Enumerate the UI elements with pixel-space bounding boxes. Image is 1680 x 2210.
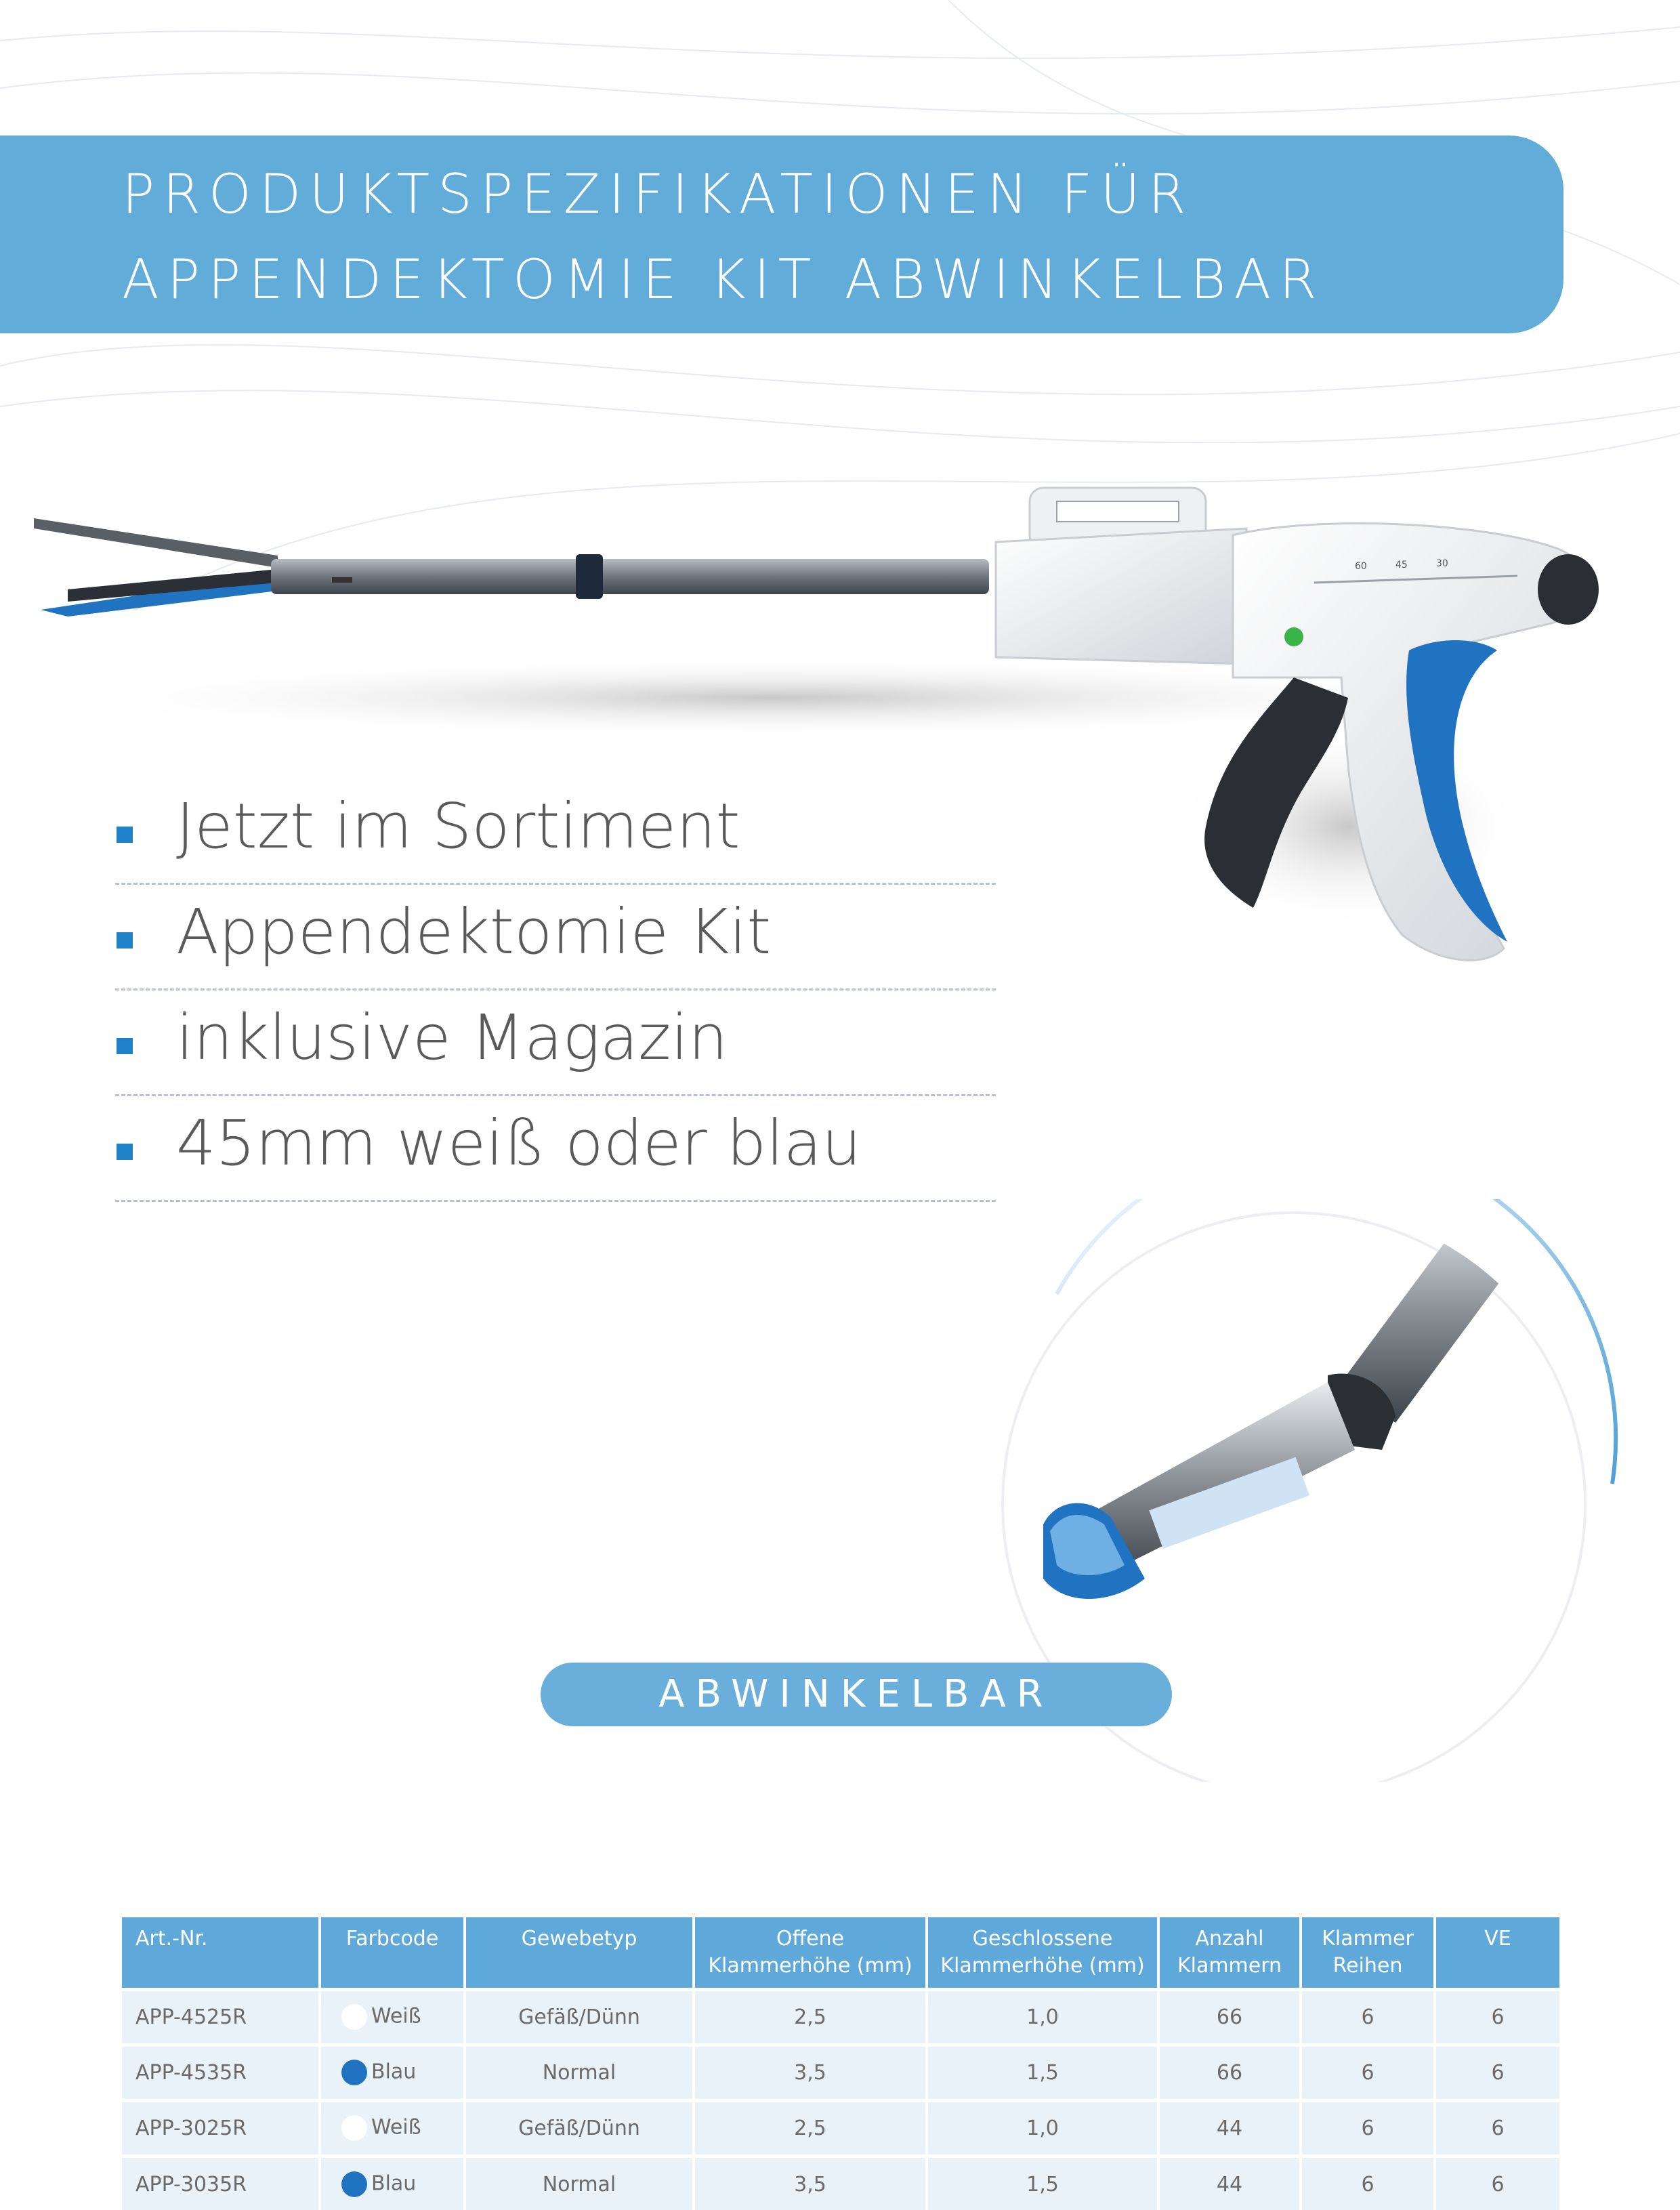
table-row: [122, 2100, 1559, 2156]
header-klammer-reihen: Klammer Reihen: [1301, 1917, 1435, 1989]
cell-farbcode: [320, 2045, 465, 2100]
cell-gewebetyp: Gefäß/Dünn: [465, 1989, 694, 2045]
spec-table: [122, 1917, 1559, 2210]
bullet-square-icon: [117, 1144, 133, 1160]
header-farbcode: Farbcode: [320, 1917, 465, 1989]
cell-reihen: 6: [1301, 1989, 1435, 2045]
feature-text: 45mm weiß oder blau: [176, 1107, 862, 1180]
table-header-row: [122, 1917, 1559, 1989]
bullet-square-icon: [117, 932, 133, 948]
header-art-nr: Art.-Nr.: [122, 1917, 320, 1989]
header-offene-klammerhoehe: Offene Klammerhöhe (mm): [694, 1917, 927, 1989]
feature-text: Appendektomie Kit: [176, 896, 772, 968]
cell-gewebetyp: Gefäß/Dünn: [465, 2100, 694, 2156]
color-dot-weiss: [341, 2004, 367, 2030]
feature-item: [115, 779, 996, 885]
cell-offene-hoehe: 3,5: [694, 2156, 927, 2210]
cell-reihen: 6: [1301, 2100, 1435, 2156]
bullet-square-icon: [117, 827, 133, 843]
cell-ve: 6: [1435, 1989, 1559, 2045]
header-ve: VE: [1435, 1917, 1559, 1989]
color-dot-weiss: [341, 2115, 367, 2141]
cell-art-nr: APP-3035R: [122, 2156, 320, 2210]
header-anzahl-klammern: Anzahl Klammern: [1158, 1917, 1301, 1989]
feature-item: [115, 991, 996, 1096]
cell-reihen: 6: [1301, 2156, 1435, 2210]
color-dot-blau: [341, 2171, 367, 2197]
header-geschlossene-klammerhoehe: Geschlossene Klammerhöhe (mm): [927, 1917, 1158, 1989]
page-title-line-1: PRODUKTSPEZIFIKATIONEN FÜR: [122, 163, 1194, 226]
cell-farbcode: [320, 2100, 465, 2156]
cell-geschlossene-hoehe: 1,0: [927, 1989, 1158, 2045]
cell-ve: 6: [1435, 2045, 1559, 2100]
scale-label-30: 30: [1436, 558, 1448, 569]
cell-geschlossene-hoehe: 1,5: [927, 2045, 1158, 2100]
table-row: [122, 2045, 1559, 2100]
color-dot-blau: [341, 2060, 367, 2085]
color-label: Blau: [371, 2171, 417, 2196]
header-gewebetyp: Gewebetyp: [465, 1917, 694, 1989]
cell-farbcode: [320, 1989, 465, 2045]
abwinkelbar-badge: ABWINKELBAR: [541, 1663, 1172, 1726]
cell-anzahl: 44: [1158, 2156, 1301, 2210]
cell-reihen: 6: [1301, 2045, 1435, 2100]
bullet-square-icon: [117, 1038, 133, 1054]
cell-ve: 6: [1435, 2100, 1559, 2156]
cell-anzahl: 66: [1158, 1989, 1301, 2045]
table-row: [122, 2156, 1559, 2210]
cell-geschlossene-hoehe: 1,5: [927, 2156, 1158, 2210]
feature-text: inklusive Magazin: [176, 1001, 728, 1074]
scale-label-60: 60: [1355, 561, 1367, 572]
color-label: Blau: [371, 2060, 417, 2084]
color-label: Weiß: [371, 2004, 421, 2028]
cell-art-nr: APP-3025R: [122, 2100, 320, 2156]
cell-farbcode: [320, 2156, 465, 2210]
cell-offene-hoehe: 2,5: [694, 1989, 927, 2045]
cell-anzahl: 44: [1158, 2100, 1301, 2156]
cell-offene-hoehe: 2,5: [694, 2100, 927, 2156]
feature-item: [115, 1096, 996, 1202]
cell-anzahl: 66: [1158, 2045, 1301, 2100]
color-label: Weiß: [371, 2115, 421, 2140]
scale-label-45: 45: [1395, 560, 1408, 570]
table-row: [122, 1989, 1559, 2045]
feature-text: Jetzt im Sortiment: [176, 790, 740, 862]
cell-art-nr: APP-4525R: [122, 1989, 320, 2045]
cell-art-nr: APP-4535R: [122, 2045, 320, 2100]
feature-item: [115, 885, 996, 991]
page-title-line-2: APPENDEKTOMIE KIT ABWINKELBAR: [122, 248, 1325, 311]
cell-ve: 6: [1435, 2156, 1559, 2210]
cell-offene-hoehe: 3,5: [694, 2045, 927, 2100]
cell-gewebetyp: Normal: [465, 2156, 694, 2210]
cell-geschlossene-hoehe: 1,0: [927, 2100, 1158, 2156]
feature-list: [115, 779, 996, 1202]
cell-gewebetyp: Normal: [465, 2045, 694, 2100]
